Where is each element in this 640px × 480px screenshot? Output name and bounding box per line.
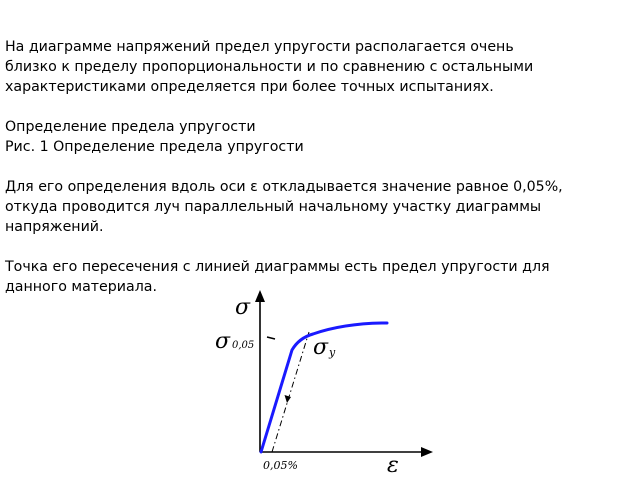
stress-strain-diagram: [205, 290, 440, 480]
paragraph-gap: [5, 97, 635, 117]
x-axis-symbol: ε: [387, 453, 399, 478]
figure-caption: Рис. 1 Определение предела упругости: [5, 139, 304, 155]
y-axis-arrow: [255, 290, 265, 302]
text-line: характеристиками определяется при более точных испытаниях.: [5, 79, 494, 95]
paragraph-gap: [5, 157, 635, 177]
sigma-y-main: σ: [313, 335, 329, 360]
sigma-elastic-label: [215, 329, 254, 354]
text-line: Для его определения вдоль оси ε откладывается значение равное 0,05%,: [5, 179, 563, 195]
text-line: Точка его пересечения с линией диаграммы есть предел упругости для: [5, 259, 550, 275]
paragraph-1: [5, 37, 635, 97]
x-axis-arrow: [421, 447, 433, 457]
x-tick-label: 0,05%: [263, 459, 298, 472]
text-line: близко к пределу пропорциональности и по сравнению с остальными: [5, 59, 534, 75]
y-axis-symbol: σ: [235, 295, 251, 320]
sigma-y-label: [313, 335, 336, 360]
sigma-pointer-mark: [267, 337, 275, 339]
paragraph-3: [5, 177, 635, 237]
sigma-elastic-sub: 0,05: [232, 340, 255, 351]
paragraph-2: [5, 117, 635, 157]
figure-heading: Определение предела упругости: [5, 119, 256, 135]
paragraph-gap: [5, 237, 635, 257]
sigma-elastic-main: σ: [215, 329, 231, 354]
text-line: данного материала.: [5, 279, 157, 295]
document-body: [5, 37, 635, 297]
text-line: На диаграмме напряжений предел упругости располагается очень: [5, 39, 514, 55]
sigma-y-sub: у: [329, 346, 336, 359]
text-line: напряжений.: [5, 219, 104, 235]
diagram-svg: [205, 290, 440, 480]
text-line: откуда проводится луч параллельный начальному участку диаграммы: [5, 199, 542, 215]
offset-line-arrow: [285, 395, 292, 403]
